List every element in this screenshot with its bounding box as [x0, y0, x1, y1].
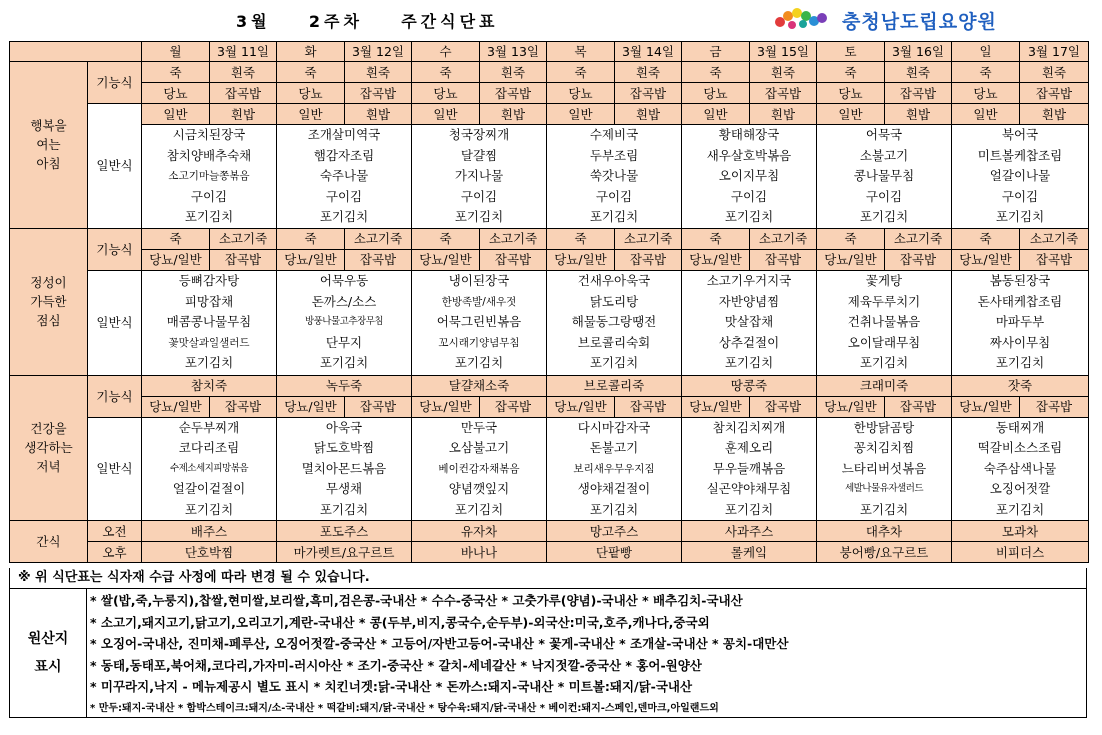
type-general: 일반식: [88, 104, 142, 229]
snack-am-row: [10, 521, 1089, 542]
menu-item: 포기김치: [454, 209, 504, 224]
day-date: 3월 13일: [480, 42, 547, 62]
breakfast-gen-row-1: [10, 104, 1089, 125]
snack-am-cell: 대추차: [817, 521, 952, 542]
menu-item: 짜사이무침: [989, 334, 1051, 350]
meal-cell: 당뇨: [682, 83, 750, 104]
day-menu: [682, 417, 817, 521]
snack-am-label: 오전: [88, 521, 142, 542]
meal-cell: 일반: [547, 104, 615, 125]
menu-item: 꼬시래기양념무침: [438, 336, 520, 349]
meal-cell: 당뇨: [817, 83, 885, 104]
meal-cell: 잡곡밥: [885, 396, 952, 417]
snack-am-cell: 사과주스: [682, 521, 817, 542]
breakfast-menu-row: [10, 125, 1089, 229]
day-menu: [277, 270, 412, 375]
menu-item: 포기김치: [184, 501, 234, 517]
menu-item: 베이컨감자채볶음: [438, 462, 520, 475]
menu-item: 어묵국: [865, 127, 903, 142]
snack-pm-cell: 마가렛트/요구르트: [277, 542, 412, 563]
menu-item: 무생채: [325, 481, 363, 496]
meal-cell: 죽: [817, 228, 885, 249]
menu-item: 참치양배추숙채: [166, 147, 252, 163]
meal-cell: 당뇨/일반: [817, 396, 885, 417]
section-lunch: 정성이 가득한 점심: [10, 228, 88, 375]
meal-cell: 죽: [142, 228, 210, 249]
snack-pm-cell: 단호박찜: [142, 542, 277, 563]
origin-lines: [90, 590, 1082, 719]
logo: [770, 6, 997, 34]
menu-item: 참치김치찌개: [712, 419, 786, 435]
meal-cell: 흰밥: [750, 104, 817, 125]
meal-cell: 당뇨/일반: [547, 396, 615, 417]
meal-cell: 잡곡밥: [885, 249, 952, 270]
origin-label: [10, 589, 87, 717]
menu-item: 닭도호박찜: [313, 440, 375, 455]
day-name: 금: [682, 42, 750, 62]
meal-cell: 죽: [142, 62, 210, 83]
type-functional: 기능식: [88, 375, 142, 417]
menu-item: 매콤콩나물무침: [166, 314, 252, 330]
menu-item: 건새우아욱국: [577, 273, 651, 289]
day-date: 3월 17일: [1020, 42, 1089, 62]
menu-item: 얼갈이나물: [989, 168, 1051, 183]
meal-cell: 흰죽: [885, 62, 952, 83]
menu-item: 닭도리탕: [589, 293, 639, 309]
menu-item: 한방족발/새우젓: [441, 295, 517, 308]
type-general: 일반식: [88, 270, 142, 375]
menu-item: 멸치아몬드볶음: [301, 460, 387, 476]
meal-cell: 일반: [412, 104, 480, 125]
menu-item: 가지나물: [454, 168, 504, 183]
meal-cell: 당뇨: [277, 83, 345, 104]
menu-item: 오이달래무침: [847, 334, 921, 350]
menu-item: 등뼈감자탕: [178, 273, 240, 289]
meal-cell: 죽: [547, 228, 615, 249]
menu-item: 포기김치: [319, 209, 369, 224]
menu-item: 포기김치: [859, 209, 909, 224]
day-menu: [817, 125, 952, 229]
origin-line: * 오징어-국내산, 진미채-페루산, 오징어젓깔-중국산 * 고등어/자반고등어-국내산 * 꽃게-국내산 * 조개살-국내산 * 꽁치-대만산: [90, 636, 789, 651]
menu-item: 무우들깨볶음: [712, 460, 786, 476]
menu-item: 소고기우거지국: [706, 273, 792, 289]
menu-item: 포기김치: [724, 355, 774, 371]
meal-cell: 흰죽: [210, 62, 277, 83]
day-menu: [277, 417, 412, 521]
day-menu: [547, 270, 682, 375]
meal-cell: 죽: [547, 62, 615, 83]
meal-cell: 일반: [277, 104, 345, 125]
menu-item: 돈사태케찹조림: [977, 293, 1063, 309]
menu-item: 청국장찌개: [448, 127, 510, 142]
porridge-cell: 달걀채소죽: [412, 375, 547, 396]
menu-item: 구이김: [325, 188, 363, 204]
meal-cell: 죽: [277, 228, 345, 249]
day-name: 월: [142, 42, 210, 62]
menu-item: 오삼불고기: [448, 440, 510, 455]
origin-label-line1: 원산지: [27, 631, 69, 647]
day-date: 3월 12일: [345, 42, 412, 62]
menu-item: 어묵우동: [319, 273, 369, 289]
meal-cell: 잡곡밥: [750, 396, 817, 417]
menu-item: 포기김치: [454, 501, 504, 517]
meal-cell: 잡곡밥: [615, 396, 682, 417]
menu-item: 순두부찌개: [178, 419, 240, 435]
meal-cell: 잡곡밥: [1020, 249, 1089, 270]
day-date: 3월 15일: [750, 42, 817, 62]
origin-line: * 미꾸라지,낙지 - 메뉴제공시 별도 표시 * 치킨너겟:닭-국내산 * 돈까스:돼지-국내산 * 미트볼:돼지/닭-국내산: [90, 679, 693, 694]
page-title: 3월 2주차 주간식단표: [236, 12, 499, 31]
origin-line: * 동태,동태포,북어채,코다리,가자미-러시아산 * 조기-중국산 * 갈치-세네갈산 * 낙지젓깔-중국산 * 홍어-원양산: [90, 657, 702, 673]
meal-cell: 흰죽: [345, 62, 412, 83]
menu-item: 만두국: [460, 419, 498, 435]
day-name: 목: [547, 42, 615, 62]
menu-item: 포기김치: [319, 501, 369, 517]
meal-cell: 당뇨/일반: [142, 249, 210, 270]
menu-item: 양념깻잎지: [448, 481, 510, 496]
day-menu: [142, 125, 277, 229]
menu-table: [9, 41, 1089, 563]
meal-cell: 일반: [142, 104, 210, 125]
section-breakfast: 행복을 여는 아침: [10, 62, 88, 229]
menu-item: 조개살미역국: [307, 127, 381, 142]
menu-item: 방풍나물고추장무침: [304, 316, 384, 328]
meal-cell: 흰밥: [1020, 104, 1089, 125]
meal-cell: 소고기죽: [480, 228, 547, 249]
menu-item: 황태해장국: [718, 127, 780, 142]
menu-item: 포기김치: [589, 209, 639, 224]
menu-item: 꽁치김치찜: [853, 440, 915, 455]
day-date: 3월 14일: [615, 42, 682, 62]
day-name: 토: [817, 42, 885, 62]
menu-item: 해물동그랑땡전: [571, 314, 657, 330]
meal-cell: 당뇨/일반: [952, 396, 1020, 417]
menu-item: 소고기마늘쫑볶음: [168, 170, 250, 182]
meal-cell: 죽: [412, 62, 480, 83]
lunch-func-row-2: [10, 249, 1089, 270]
meal-cell: 흰죽: [1020, 62, 1089, 83]
meal-cell: 소고기죽: [615, 228, 682, 249]
meal-cell: 소고기죽: [345, 228, 412, 249]
menu-item: 동태찌개: [995, 419, 1045, 435]
section-snack: 간식: [10, 521, 88, 563]
meal-cell: 흰죽: [615, 62, 682, 83]
meal-cell: 잡곡밥: [1020, 83, 1089, 104]
meal-cell: 당뇨/일반: [547, 249, 615, 270]
day-menu: [952, 125, 1089, 229]
notice-text: ※ 위 식단표는 식자재 수급 사정에 따라 변경 될 수 있습니다.: [9, 568, 1087, 588]
meal-cell: 당뇨/일반: [142, 396, 210, 417]
snack-pm-cell: 비피더스: [952, 542, 1089, 563]
day-menu: [817, 270, 952, 375]
meal-cell: 당뇨: [547, 83, 615, 104]
snack-am-cell: 포도주스: [277, 521, 412, 542]
meal-cell: 죽: [277, 62, 345, 83]
snack-am-cell: 유자차: [412, 521, 547, 542]
origin-line: * 소고기,돼지고기,닭고기,오리고기,계란-국내산 * 콩(두부,비지,콩국수,순두부)-외국산:미국,호주,캐나다,중국외: [90, 614, 710, 630]
meal-cell: 흰밥: [345, 104, 412, 125]
menu-item: 쑥갓나물: [589, 168, 639, 183]
day-name: 수: [412, 42, 480, 62]
breakfast-func-row-1: [10, 62, 1089, 83]
meal-cell: 당뇨/일반: [412, 396, 480, 417]
menu-item: 꽃맛살과일샐러드: [168, 336, 250, 349]
snack-am-cell: 배주스: [142, 521, 277, 542]
meal-cell: 당뇨: [412, 83, 480, 104]
day-menu: [547, 125, 682, 229]
menu-item: 시금치된장국: [172, 127, 246, 142]
snack-am-cell: 망고주스: [547, 521, 682, 542]
day-menu: [952, 270, 1089, 375]
meal-cell: 당뇨/일반: [952, 249, 1020, 270]
meal-cell: 흰죽: [480, 62, 547, 83]
menu-item: 오이지무침: [718, 168, 780, 183]
menu-item: 포기김치: [724, 209, 774, 224]
menu-item: 돈불고기: [589, 440, 639, 455]
menu-item: 포기김치: [859, 501, 909, 517]
menu-item: 달걀찜: [460, 147, 498, 163]
menu-item: 피망잡채: [184, 293, 234, 309]
menu-item: 포기김치: [995, 355, 1045, 371]
meal-cell: 흰밥: [615, 104, 682, 125]
meal-cell: 죽: [952, 62, 1020, 83]
menu-item: 수제비국: [589, 127, 639, 142]
meal-cell: 흰죽: [750, 62, 817, 83]
porridge-cell: 녹두죽: [277, 375, 412, 396]
snack-pm-row: [10, 542, 1089, 563]
dinner-menu-row: [10, 417, 1089, 521]
menu-item: 포기김치: [589, 355, 639, 371]
menu-item: 한방닭곰탕: [853, 419, 915, 435]
menu-item: 포기김치: [995, 501, 1045, 517]
day-menu: [952, 417, 1089, 521]
logo-text: 충청남도립요양원: [842, 10, 997, 33]
meal-cell: 잡곡밥: [1020, 396, 1089, 417]
menu-item: 포기김치: [724, 501, 774, 517]
meal-cell: 당뇨/일반: [277, 249, 345, 270]
day-name: 화: [277, 42, 345, 62]
meal-cell: 일반: [682, 104, 750, 125]
meal-cell: 잡곡밥: [615, 83, 682, 104]
meal-cell: 소고기죽: [885, 228, 952, 249]
meal-cell: 잡곡밥: [480, 249, 547, 270]
menu-item: 상추겉절이: [718, 334, 780, 350]
menu-item: 세발나물유자샐러드: [844, 483, 924, 494]
day-menu: [142, 417, 277, 521]
meal-cell: 잡곡밥: [210, 249, 277, 270]
menu-item: 맛살잡채: [724, 314, 774, 330]
meal-cell: 죽: [682, 62, 750, 83]
menu-item: 숙주나물: [319, 168, 369, 183]
menu-item: 보리새우무우지짐: [573, 462, 655, 475]
menu-item: 구이김: [190, 188, 228, 204]
meal-cell: 일반: [817, 104, 885, 125]
meal-cell: 잡곡밥: [750, 83, 817, 104]
dinner-func-row-2: [10, 396, 1089, 417]
menu-item: 생야채겉절이: [577, 481, 651, 496]
meal-cell: 당뇨: [952, 83, 1020, 104]
meal-cell: 당뇨: [142, 83, 210, 104]
menu-item: 브로콜리숙회: [577, 334, 651, 350]
day-date: 3월 11일: [210, 42, 277, 62]
porridge-cell: 잣죽: [952, 375, 1089, 396]
meal-cell: 당뇨/일반: [817, 249, 885, 270]
menu-item: 아욱국: [325, 419, 363, 435]
snack-pm-cell: 붕어빵/요구르트: [817, 542, 952, 563]
snack-pm-label: 오후: [88, 542, 142, 563]
porridge-cell: 크래미죽: [817, 375, 952, 396]
day-name: 일: [952, 42, 1020, 62]
lunch-func-row-1: [10, 228, 1089, 249]
menu-item: 포기김치: [995, 209, 1045, 224]
menu-item: 오징어젓깔: [989, 481, 1051, 496]
menu-item: 포기김치: [859, 355, 909, 371]
header-bar: [0, 0, 1102, 38]
menu-item: 콩나물무침: [853, 168, 915, 183]
meal-cell: 죽: [952, 228, 1020, 249]
meal-cell: 죽: [412, 228, 480, 249]
meal-cell: 소고기죽: [1020, 228, 1089, 249]
menu-item: 코다리조림: [178, 440, 240, 455]
dinner-func-row-1: [10, 375, 1089, 396]
meal-cell: 잡곡밥: [210, 396, 277, 417]
section-dinner: 건강을 생각하는 저녁: [10, 375, 88, 521]
menu-item: 미트볼케찹조림: [977, 147, 1063, 163]
menu-item: 다시마감자국: [577, 419, 651, 435]
day-menu: [817, 417, 952, 521]
porridge-cell: 브로콜리죽: [547, 375, 682, 396]
snack-pm-cell: 롤케잌: [682, 542, 817, 563]
meal-cell: 당뇨/일반: [682, 249, 750, 270]
menu-item: 마파두부: [995, 314, 1045, 330]
meal-cell: 잡곡밥: [345, 249, 412, 270]
menu-item: 햄감자조림: [313, 147, 375, 163]
day-menu: [682, 125, 817, 229]
menu-item: 포기김치: [184, 355, 234, 371]
porridge-cell: 참치죽: [142, 375, 277, 396]
meal-cell: 당뇨/일반: [412, 249, 480, 270]
snack-pm-cell: 바나나: [412, 542, 547, 563]
meal-cell: 잡곡밥: [210, 83, 277, 104]
day-menu: [412, 270, 547, 375]
porridge-cell: 땅콩죽: [682, 375, 817, 396]
menu-item: 단무지: [325, 334, 363, 350]
menu-item: 구이김: [460, 188, 498, 204]
meal-cell: 죽: [682, 228, 750, 249]
type-general: 일반식: [88, 417, 142, 521]
menu-item: 구이김: [595, 188, 633, 204]
meal-cell: 흰밥: [480, 104, 547, 125]
menu-item: 구이김: [1001, 188, 1039, 204]
day-menu: [142, 270, 277, 375]
meal-cell: 죽: [817, 62, 885, 83]
day-menu: [412, 125, 547, 229]
menu-item: 훈제오리: [724, 440, 774, 455]
meal-cell: 흰밥: [210, 104, 277, 125]
meal-cell: 당뇨/일반: [682, 396, 750, 417]
meal-cell: 잡곡밥: [480, 396, 547, 417]
menu-item: 새우살호박볶음: [706, 147, 792, 163]
breakfast-func-row-2: [10, 83, 1089, 104]
origin-line: * 만두:돼지-국내산 * 함박스테이크:돼지/소-국내산 * 떡갈비:돼지/닭-국내산 * 탕수육:돼지/닭-국내산 * 베이컨:돼지-스페인,덴마크,아일랜드외: [90, 702, 719, 714]
menu-item: 두부조림: [589, 147, 639, 163]
meal-cell: 잡곡밥: [345, 396, 412, 417]
meal-cell: 잡곡밥: [615, 249, 682, 270]
menu-item: 봄동된장국: [989, 273, 1051, 289]
day-menu: [277, 125, 412, 229]
menu-item: 어묵그린빈볶음: [436, 314, 522, 330]
meal-cell: 일반: [952, 104, 1020, 125]
menu-item: 떡갈비소스조림: [977, 440, 1063, 455]
menu-item: 포기김치: [589, 501, 639, 517]
menu-item: 구이김: [865, 188, 903, 204]
origin-section: [9, 588, 1087, 718]
menu-item: 건취나물볶음: [847, 314, 921, 330]
menu-item: 꽃게탕: [865, 273, 903, 289]
day-menu: [547, 417, 682, 521]
day-menu: [682, 270, 817, 375]
meal-cell: 잡곡밥: [750, 249, 817, 270]
lunch-menu-row: [10, 270, 1089, 375]
meal-cell: 흰밥: [885, 104, 952, 125]
meal-cell: 소고기죽: [750, 228, 817, 249]
menu-item: 북어국: [1001, 127, 1039, 142]
menu-item: 숙주삼색나물: [983, 460, 1057, 476]
menu-item: 소불고기: [859, 147, 909, 163]
meal-cell: 잡곡밥: [480, 83, 547, 104]
menu-item: 냉이된장국: [448, 273, 510, 289]
snack-pm-cell: 단팥빵: [547, 542, 682, 563]
snack-am-cell: 모과차: [952, 521, 1089, 542]
menu-item: 수제소세지피망볶음: [169, 462, 249, 474]
meal-cell: 잡곡밥: [885, 83, 952, 104]
menu-item: 느타리버섯볶음: [841, 460, 927, 476]
menu-item: 포기김치: [454, 355, 504, 371]
menu-item: 돈까스/소스: [311, 293, 377, 309]
type-functional: 기능식: [88, 62, 142, 104]
menu-item: 제육두루치기: [847, 293, 921, 309]
menu-item: 포기김치: [184, 209, 234, 224]
corner-cell: [10, 42, 142, 62]
day-menu: [412, 417, 547, 521]
menu-item: 얼갈이겉절이: [172, 481, 246, 496]
meal-cell: 잡곡밥: [345, 83, 412, 104]
header-row: [10, 42, 1089, 62]
origin-line: * 쌀(밥,죽,누룽지),찹쌀,현미쌀,보리쌀,흑미,검은콩-국내산 * 수수-중국산 * 고춧가루(양념)-국내산 * 배추김치-국내산: [90, 593, 743, 608]
menu-item: 구이김: [730, 188, 768, 204]
day-date: 3월 16일: [885, 42, 952, 62]
origin-label-line2: 표시: [34, 659, 62, 675]
menu-item: 포기김치: [319, 355, 369, 371]
type-functional: 기능식: [88, 228, 142, 270]
menu-item: 자반양념찜: [718, 293, 780, 309]
meal-cell: 소고기죽: [210, 228, 277, 249]
menu-item: 실곤약야채무침: [706, 481, 792, 496]
flower-logo-icon: [770, 7, 836, 33]
meal-cell: 당뇨/일반: [277, 396, 345, 417]
